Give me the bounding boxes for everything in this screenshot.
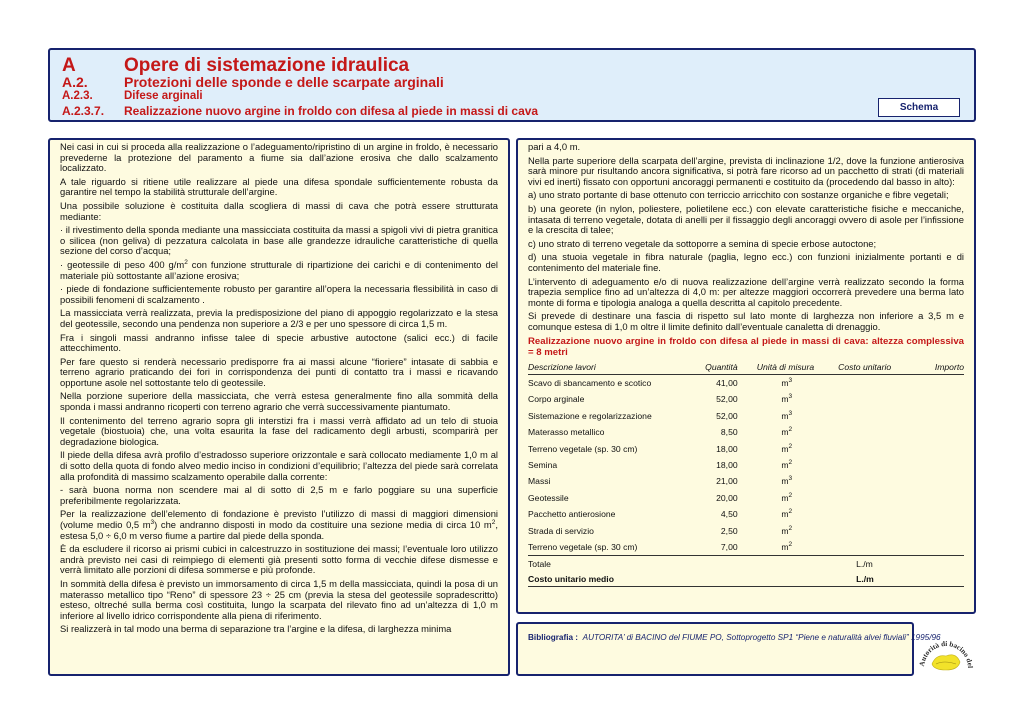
bibliography-label: Bibliografia : — [528, 633, 579, 642]
row-description: Terreno vegetale (sp. 30 cm) — [528, 541, 638, 552]
row-quantity: 18,00 — [716, 459, 738, 470]
row-amount — [903, 539, 964, 556]
logo-text: Autorità di bacino del — [918, 639, 974, 669]
row-quantity: 4,50 — [720, 509, 738, 520]
row-quantity: 7,00 — [720, 541, 738, 552]
row-amount — [903, 490, 964, 506]
row-unit: $m^3$ — [781, 377, 793, 388]
row-quantity: 2,50 — [720, 525, 738, 536]
heading-4-title: Realizzazione nuovo argine in froldo con difesa al piede in massi di cava — [124, 104, 539, 118]
row-amount — [903, 473, 964, 489]
row-description: Massi — [528, 476, 551, 487]
row-unit: $m^2$ — [781, 524, 793, 536]
paragraph: Una possibile soluzione è costituita dalla scogliera di massi di cava che potrà essere strutturata mediante: — [60, 199, 498, 222]
row-unit: $m^2$ — [781, 426, 793, 438]
authority-logo-icon — [918, 628, 974, 678]
cost-table-row — [528, 506, 964, 522]
unit-cost-row — [528, 571, 964, 587]
heading-4-number: A.2.3.7. — [62, 104, 105, 118]
paragraph: A tale riguardo si ritiene utile realizzare al piede una difesa spondale sufficientemente robusta da garantire nel tempo la stabilità strutturale dell’argine. — [60, 175, 498, 198]
paragraph: Nei casi in cui si proceda alla realizzazione o l’adeguamento/ripristino di un argine in froldo, è necessario prevederne la protezione del paramento a fiume sia dall’azione erosiva che dallo scalzamento localizzato. — [60, 141, 498, 174]
row-unit: $m^2$ — [781, 508, 793, 520]
cost-table-header-row — [528, 361, 964, 375]
row-quantity: 8,50 — [720, 427, 738, 438]
cost-table-row — [528, 424, 964, 440]
paragraph: La massicciata verrà realizzata, previa la predisposizione del piano di appoggio regolarizzato e la stesa del geotessile, secondo una pendenza non superiore a 2/3 e per uno spessore di circa 1,5 m. — [60, 307, 498, 329]
authority-logo — [918, 628, 974, 678]
row-unit-cost — [820, 473, 903, 489]
paragraph: È da escludere il ricorso ai prismi cubici in calcestruzzo in sostituzione dei massi; l’eventuale loro utilizzo andrà previsto nei casi di reimpiego di elementi già presenti sotto forma di vecchie difese dismesse e verrà limitato alle porzioni di difesa sommerse e più profonde. — [60, 543, 498, 576]
column-header-amount: Importo — [903, 361, 964, 375]
row-quantity: 41,00 — [716, 377, 738, 388]
cost-table-row — [528, 523, 964, 539]
row-unit-cost — [820, 391, 903, 407]
row-amount — [903, 375, 964, 392]
paragraph: Il contenimento del terreno agrario sopra gli interstizi fra i massi verrà affidato ad un telo di stuoia vegetale (biostuoia) che, una volta esaurita la fase del radicamento degli arbusti, scomparirà per degradazione biologica. — [60, 414, 498, 447]
heading-level-4 — [62, 104, 539, 118]
heading-1-title: Opere di sistemazione idraulica — [124, 55, 410, 76]
row-description: Scavo di sbancamento e scotico — [528, 377, 652, 388]
column-header-quantity: Quantità — [685, 361, 742, 375]
heading-level-2 — [62, 74, 444, 90]
row-quantity: 52,00 — [716, 394, 738, 405]
paragraph: - sarà buona norma non scendere mai al di sotto di 2,5 m e farlo poggiare su una superficie preferibilmente regolarizzata. — [60, 484, 498, 506]
row-unit: $m^2$ — [781, 442, 793, 454]
paragraph: Nella porzione superiore della massicciata, che verrà estesa generalmente fino alla sommità della sponda i massi andranno ricoperti con terreno agrario che verrà successivamente piantumato. — [60, 390, 498, 413]
heading-2-title: Protezioni delle sponde e delle scarpate arginali — [124, 74, 444, 90]
column-header-unit-cost: Costo unitario — [820, 361, 903, 375]
row-description: Corpo arginale — [528, 394, 585, 405]
row-unit-cost — [820, 523, 903, 539]
paragraph: · piede di fondazione sufficientemente robusto per garantire all’opera la necessaria flessibilità in caso di possibili fenomeni di scalzamento . — [60, 283, 498, 305]
row-unit-cost — [820, 457, 903, 473]
row-description: Terreno vegetale (sp. 30 cm) — [528, 443, 638, 454]
row-amount — [903, 408, 964, 424]
bibliography-panel — [516, 622, 941, 676]
row-unit: $m^2$ — [781, 491, 793, 503]
paragraph: Fra i singoli massi andranno infisse talee di specie arbustive autoctone (salici ecc.) di facile attecchimento. — [60, 331, 498, 354]
row-unit: $m^3$ — [781, 475, 793, 487]
cost-table-row — [528, 539, 964, 556]
row-quantity: 21,00 — [716, 476, 738, 487]
row-amount — [903, 424, 964, 440]
column-header-description: Descrizione lavori — [528, 361, 685, 375]
cost-table-body — [528, 375, 964, 556]
paragraph: Per la realizzazione dell’elemento di fondazione è previsto l’utilizzo di massi di maggiori dimensioni (volume medio 0,5 $m^3$) che andranno disposti in modo da costituire una sezione media di circa 10 $m^2$, estesa 5,0 ÷ 6,0 m verso fiume a partire dal piede della sponda. — [60, 508, 498, 541]
paragraph: c) uno strato di terreno vegetale da sottoporre a semina di specie erbose autoctone; — [528, 237, 877, 249]
paragraph: d) una stuoia vegetale in fibra naturale (paglia, legno ecc.) con funzioni inizialmente portanti e di contenimento del materiale fine. — [528, 251, 964, 273]
paragraph: · il rivestimento della sponda mediante una massicciata costituita da massi a spigoli vivi di pietra granitica o silicea (non geliva) di pezzatura calcolata in base alle grandezze idrauliche caratteristiche di quella sezione del corso d’acqua; — [60, 224, 498, 257]
row-unit-cost — [820, 506, 903, 522]
cost-table-row — [528, 391, 964, 407]
row-unit: $m^2$ — [781, 459, 793, 470]
left-text-column — [60, 142, 498, 638]
cost-table — [528, 361, 964, 588]
row-quantity: 18,00 — [716, 443, 738, 454]
bibliography — [528, 633, 941, 642]
right-text-column — [528, 142, 964, 587]
heading-3-number: A.2.3. — [62, 90, 93, 102]
row-amount — [903, 391, 964, 407]
row-description: Geotessile — [528, 492, 569, 503]
row-unit-cost — [820, 539, 903, 556]
cost-table-row — [528, 473, 964, 489]
paragraph: b) una georete (in nylon, poliestere, polietilene ecc.) con elevate caratteristiche fisiche e meccaniche, intasata di terreno vegetale, dotata di anelli per il fissaggio degli ancoraggi ovvero di asole per l’infissione e la crescita di talee; — [528, 202, 964, 236]
row-amount — [903, 441, 964, 457]
row-amount — [903, 506, 964, 522]
left-text-panel — [48, 138, 510, 676]
row-unit: $m^2$ — [781, 541, 793, 552]
paragraph: Nella parte superiore della scarpata dell’argine, prevista di inclinazione 1/2, dove la funzione antierosiva sarà minore pur risultando ancora significativa, si potrà fare ricorso ad un pacchetto di strati (di materiali vivi ed inerti) fissato con opportuni ancoraggi permanenti e costituito da (procedendo dal basso in alto): — [528, 154, 964, 187]
row-unit: $m^3$ — [781, 393, 793, 405]
row-description: Materasso metallico — [528, 427, 605, 438]
paragraph: a) uno strato portante di base ottenuto con terriccio arricchito con sostanze organiche e fibre vegetali; — [528, 189, 949, 201]
row-unit-cost — [820, 408, 903, 424]
cost-table-row — [528, 441, 964, 457]
row-unit-cost — [820, 490, 903, 506]
paragraph: · geotessile di peso 400 $g/m^2$ con funzione strutturale di ripartizione dei carichi e di contenimento del materiale più sottostante all’azione erosiva; — [60, 258, 498, 281]
row-unit-cost — [820, 375, 903, 392]
row-unit: $m^3$ — [781, 409, 793, 421]
paragraph: L’intervento di adeguamento e/o di nuova realizzazione dell’argine verrà realizzato secondo la forma trapezia semplice fino ad un’altezza di 4,0 m: per altezze maggiori occorrerà prevedere una berma lato monte di forma e tipologia analoga a quella descritta al capitolo precedente. — [528, 275, 964, 308]
cost-table-row — [528, 408, 964, 424]
row-amount — [903, 457, 964, 473]
row-description: Pacchetto antierosione — [528, 509, 616, 520]
cost-table-row — [528, 457, 964, 473]
row-unit-cost — [820, 441, 903, 457]
cost-table-title: Realizzazione nuovo argine in froldo con difesa al piede in massi di cava: altezza complessiva = 8 metri — [528, 335, 964, 358]
paragraph: Il piede della difesa avrà profilo d’estradosso superiore orizzontale e sarà collocato mediamente 1,0 m al di sotto della quota di fondo alveo medio inciso in condizioni d’equilibrio; l’altezza del piede sarà correlata alla profondità di massimo scalzamento operabile dalla corrente: — [60, 449, 498, 482]
paragraph: Si realizzerà in tal modo una berma di separazione tra l’argine e la difesa, di larghezza minima — [60, 623, 452, 635]
total-label: Totale — [528, 556, 685, 572]
row-unit-cost — [820, 424, 903, 440]
schema-button[interactable]: Schema — [878, 98, 960, 117]
row-quantity: 52,00 — [716, 410, 738, 421]
total-row — [528, 556, 964, 572]
heading-1-number: A — [62, 55, 76, 76]
bibliography-text: AUTORITA’ di BACINO del FIUME PO, Sottoprogetto SP1 “Piene e naturalità alvei fluviali” 1995/96 — [582, 633, 941, 642]
row-description: Semina — [528, 459, 558, 470]
paragraph: Per fare questo si renderà necessario predisporre fra ai massi alcune “fioriere” intasate di sabbia e terreno agrario praticando dei fori in corrispondenza dei punti di contatto tra i massi e ricavando opportune asole nel sottostante telo di geotessile. — [60, 355, 498, 388]
paragraph: In sommità della difesa è previsto un immorsamento di circa 1,5 m della massicciata, quindi la posa di un materasso metallico tipo “Reno” di spessore 23 ÷ 25 cm (previa la stesa del geotessile sopradescritto) esteso, oltreché sulla berma così costituita, lungo la scarpata del rilevato fino ad un’altezza di 1,0 m inferiore al livello idrico corrispondente alla piena di riferimento. — [60, 577, 498, 621]
right-text-panel — [516, 138, 976, 614]
header-panel — [48, 48, 976, 122]
heading-level-3 — [62, 90, 203, 102]
row-amount — [903, 523, 964, 539]
total-value: L./m — [820, 556, 903, 572]
cost-table-row — [528, 375, 964, 392]
unit-cost-label: Costo unitario medio — [528, 571, 685, 587]
cost-table-row — [528, 490, 964, 506]
unit-cost-value: L./m — [820, 571, 903, 587]
paragraph: Si prevede di destinare una fascia di rispetto sul lato monte di larghezza non inferiore a 3,5 m e comunque estesa di 1,0 m oltre il limite definito dall’eventuale canaletta di drenaggio. — [528, 310, 964, 332]
heading-3-title: Difese arginali — [124, 90, 203, 102]
column-header-unit: Unità di misura — [742, 361, 820, 375]
heading-2-number: A.2. — [62, 74, 88, 90]
row-description: Strada di servizio — [528, 525, 594, 536]
row-quantity: 20,00 — [716, 492, 738, 503]
row-description: Sistemazione e regolarizzazione — [528, 410, 652, 421]
paragraph: pari a 4,0 m. — [528, 141, 581, 152]
